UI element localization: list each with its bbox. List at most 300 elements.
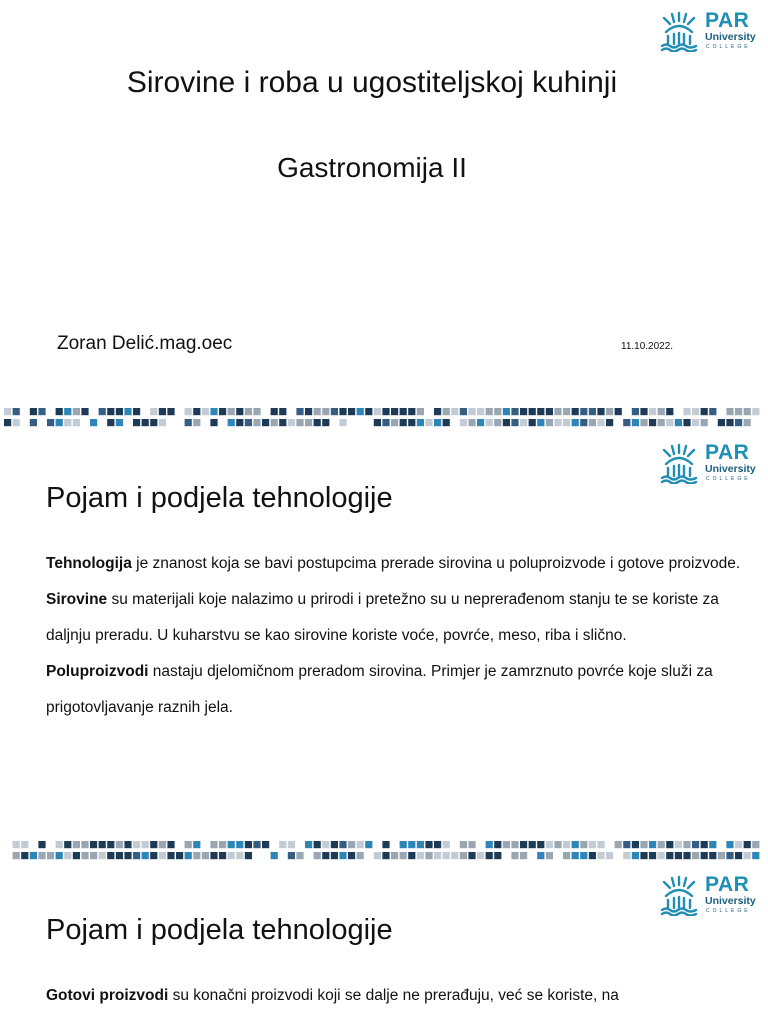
mosaic-tile — [649, 841, 656, 848]
mosaic-tile — [460, 419, 467, 426]
mosaic-tile — [468, 852, 475, 859]
mosaic-tile — [236, 852, 243, 859]
mosaic-tile — [726, 408, 733, 415]
mosaic-tile — [219, 852, 226, 859]
mosaic-tile — [692, 408, 699, 415]
mosaic-tile — [202, 852, 209, 859]
mosaic-tile — [64, 841, 71, 848]
definition-text: nastaju djelomičnom preradom sirovina. Primjer je zamrznuto povrće koje služi za prigotovljavanje raznih jela. — [46, 663, 713, 716]
mosaic-tile — [537, 408, 544, 415]
mosaic-tile — [675, 841, 682, 848]
mosaic-tile — [133, 419, 140, 426]
mosaic-tile — [253, 419, 260, 426]
mosaic-tile — [21, 841, 28, 848]
mosaic-tile — [38, 408, 45, 415]
mosaic-tile — [451, 852, 458, 859]
mosaic-tile — [253, 408, 260, 415]
mosaic-tile — [589, 841, 596, 848]
mosaic-tile — [744, 841, 751, 848]
mosaic-tile — [417, 419, 424, 426]
mosaic-tile — [649, 419, 656, 426]
term-bold: Gotovi proizvodi — [46, 987, 169, 1004]
mosaic-tile — [563, 852, 570, 859]
mosaic-tile — [520, 841, 527, 848]
mosaic-tile — [503, 408, 510, 415]
mosaic-tile — [185, 419, 192, 426]
mosaic-tile — [580, 408, 587, 415]
mosaic-tile — [666, 408, 673, 415]
mosaic-tile — [563, 408, 570, 415]
paragraph-sirovine — [46, 582, 751, 654]
mosaic-tile — [718, 852, 725, 859]
mosaic-tile — [56, 852, 63, 859]
mosaic-tile — [511, 408, 518, 415]
mosaic-tile — [331, 841, 338, 848]
mosaic-tile — [563, 841, 570, 848]
mosaic-tile — [142, 852, 149, 859]
mosaic-tile — [219, 841, 226, 848]
mosaic-tile — [99, 841, 106, 848]
mosaic-tile — [271, 419, 278, 426]
slide-heading: Pojam i podjela tehnologije — [46, 482, 393, 514]
mosaic-tile — [47, 419, 54, 426]
mosaic-tile — [124, 841, 131, 848]
mosaic-tile — [374, 852, 381, 859]
mosaic-tile — [718, 419, 725, 426]
mosaic-tile — [357, 408, 364, 415]
slide-heading: Pojam i podjela tehnologije — [46, 914, 393, 946]
mosaic-tile — [580, 841, 587, 848]
mosaic-tile — [606, 408, 613, 415]
mosaic-tile — [13, 419, 20, 426]
mosaic-tile — [546, 841, 553, 848]
mosaic-tile — [752, 852, 759, 859]
mosaic-tile — [735, 841, 742, 848]
mosaic-tile — [503, 419, 510, 426]
term-bold: Poluproizvodi — [46, 663, 149, 680]
mosaic-tile — [520, 408, 527, 415]
mosaic-tile — [477, 852, 484, 859]
logo-name: PAR — [705, 441, 750, 464]
mosaic-tile — [236, 408, 243, 415]
mosaic-tile — [580, 852, 587, 859]
slide-body-text — [46, 978, 751, 1014]
mosaic-tile — [443, 408, 450, 415]
mosaic-tile — [99, 852, 106, 859]
mosaic-tile — [305, 419, 312, 426]
mosaic-tile — [425, 419, 432, 426]
university-emblem-icon — [658, 874, 700, 916]
mosaic-tile — [150, 841, 157, 848]
mosaic-tile — [434, 408, 441, 415]
mosaic-tile — [460, 408, 467, 415]
mosaic-tile — [271, 408, 278, 415]
par-university-logo — [656, 874, 764, 920]
mosaic-tile — [262, 841, 269, 848]
mosaic-tile — [30, 408, 37, 415]
mosaic-tile — [133, 841, 140, 848]
mosaic-tile — [245, 419, 252, 426]
mosaic-tile — [477, 408, 484, 415]
mosaic-tile — [683, 841, 690, 848]
mosaic-tile — [305, 841, 312, 848]
mosaic-tile — [21, 852, 28, 859]
mosaic-tile — [572, 852, 579, 859]
logo-university-text: University — [705, 895, 756, 907]
mosaic-tile — [468, 419, 475, 426]
mosaic-tile — [683, 419, 690, 426]
mosaic-tile — [73, 408, 80, 415]
definition-text: su konačni proizvodi koji se dalje ne prerađuju, već se koriste, na — [168, 987, 619, 1004]
mosaic-tile — [245, 408, 252, 415]
mosaic-tile — [322, 419, 329, 426]
mosaic-tile — [649, 852, 656, 859]
mosaic-tile — [529, 408, 536, 415]
mosaic-tile — [623, 841, 630, 848]
mosaic-tile — [4, 419, 11, 426]
logo-name: PAR — [705, 9, 750, 32]
presentation-subtitle: Gastronomija II — [277, 152, 467, 183]
mosaic-tile — [589, 408, 596, 415]
mosaic-tile — [73, 841, 80, 848]
mosaic-tile — [675, 419, 682, 426]
mosaic-tile — [365, 841, 372, 848]
mosaic-tile — [434, 852, 441, 859]
mosaic-tile — [546, 852, 553, 859]
mosaic-tile — [262, 419, 269, 426]
mosaic-tile — [529, 841, 536, 848]
mosaic-tile — [752, 408, 759, 415]
mosaic-tile — [554, 408, 561, 415]
mosaic-tile — [30, 419, 37, 426]
mosaic-tile — [726, 841, 733, 848]
mosaic-tile — [443, 841, 450, 848]
logo-college-text: COLLEGE — [706, 44, 751, 50]
mosaic-tile — [13, 408, 20, 415]
mosaic-tile — [460, 852, 467, 859]
mosaic-tile — [494, 419, 501, 426]
content-slide-1 — [0, 432, 768, 864]
mosaic-tile — [339, 419, 346, 426]
mosaic-tile — [692, 419, 699, 426]
mosaic-tile — [666, 419, 673, 426]
mosaic-tile — [606, 852, 613, 859]
mosaic-tile — [365, 408, 372, 415]
mosaic-tile — [494, 852, 501, 859]
mosaic-tile — [331, 408, 338, 415]
mosaic-tile — [443, 852, 450, 859]
mosaic-tile — [494, 408, 501, 415]
mosaic-tile — [658, 408, 665, 415]
mosaic-tile — [193, 841, 200, 848]
mosaic-tile — [408, 852, 415, 859]
mosaic-tile — [348, 852, 355, 859]
university-emblem-icon — [658, 10, 700, 52]
mosaic-tile — [735, 852, 742, 859]
mosaic-tile — [210, 408, 217, 415]
mosaic-tile — [56, 419, 63, 426]
mosaic-tile — [709, 841, 716, 848]
mosaic-tile — [228, 408, 235, 415]
mosaic-tile — [640, 852, 647, 859]
mosaic-tile — [236, 841, 243, 848]
mosaic-tile — [107, 408, 114, 415]
mosaic-tile — [701, 841, 708, 848]
mosaic-tile — [305, 408, 312, 415]
mosaic-tile — [210, 841, 217, 848]
mosaic-tile — [615, 408, 622, 415]
mosaic-tile — [322, 408, 329, 415]
decorative-mosaic-border — [4, 839, 768, 863]
mosaic-tile — [658, 419, 665, 426]
mosaic-tile — [73, 419, 80, 426]
presentation-title: Sirovine i roba u ugostiteljskoj kuhinji — [126, 66, 618, 99]
mosaic-tile — [374, 408, 381, 415]
mosaic-tile — [477, 419, 484, 426]
mosaic-tile — [400, 408, 407, 415]
mosaic-tile — [236, 419, 243, 426]
mosaic-tile — [486, 419, 493, 426]
mosaic-tile — [348, 841, 355, 848]
mosaic-tile — [597, 841, 604, 848]
definition-text: su materijali koje nalazimo u prirodi i pretežno su u neprerađenom stanju te se koriste za daljnju preradu. U kuharstvu se kao sirovine koriste voće, povrće, meso, riba i slično. — [46, 591, 719, 644]
mosaic-tile — [107, 841, 114, 848]
mosaic-tile — [735, 419, 742, 426]
mosaic-tile — [193, 419, 200, 426]
mosaic-tile — [632, 852, 639, 859]
mosaic-tile — [692, 852, 699, 859]
mosaic-tile — [640, 408, 647, 415]
logo-university-text: University — [705, 463, 756, 475]
mosaic-tile — [253, 841, 260, 848]
mosaic-tile — [374, 419, 381, 426]
mosaic-tile — [296, 852, 303, 859]
paragraph-poluproizvodi — [46, 654, 751, 726]
mosaic-tile — [554, 419, 561, 426]
mosaic-tile — [675, 852, 682, 859]
mosaic-tile — [640, 419, 647, 426]
mosaic-tile — [219, 408, 226, 415]
mosaic-tile — [245, 841, 252, 848]
mosaic-tile — [322, 841, 329, 848]
mosaic-tile — [314, 408, 321, 415]
mosaic-tile — [554, 841, 561, 848]
decorative-mosaic-border — [4, 406, 768, 430]
mosaic-tile — [589, 419, 596, 426]
mosaic-tile — [391, 419, 398, 426]
mosaic-tile — [417, 408, 424, 415]
mosaic-tile — [443, 419, 450, 426]
mosaic-tile — [425, 841, 432, 848]
logo-college-text: COLLEGE — [706, 908, 751, 914]
mosaic-tile — [511, 852, 518, 859]
mosaic-tile — [434, 419, 441, 426]
mosaic-tile — [692, 841, 699, 848]
mosaic-tile — [228, 841, 235, 848]
mosaic-tile — [116, 408, 123, 415]
mosaic-tile — [38, 841, 45, 848]
mosaic-tile — [296, 419, 303, 426]
term-bold: Tehnologija — [46, 555, 132, 572]
mosaic-tile — [228, 852, 235, 859]
mosaic-tile — [279, 419, 286, 426]
mosaic-tile — [382, 841, 389, 848]
mosaic-tile — [210, 419, 217, 426]
mosaic-tile — [133, 408, 140, 415]
mosaic-tile — [709, 408, 716, 415]
mosaic-tile — [400, 419, 407, 426]
mosaic-tile — [649, 408, 656, 415]
logo-college-text: COLLEGE — [706, 476, 751, 482]
mosaic-tile — [142, 841, 149, 848]
mosaic-tile — [64, 852, 71, 859]
mosaic-tile — [382, 852, 389, 859]
mosaic-tile — [288, 841, 295, 848]
mosaic-tile — [666, 841, 673, 848]
mosaic-tile — [64, 408, 71, 415]
mosaic-tile — [726, 419, 733, 426]
mosaic-tile — [167, 841, 174, 848]
presentation-date: 11.10.2022. — [621, 341, 674, 352]
mosaic-tile — [537, 852, 544, 859]
mosaic-tile — [726, 852, 733, 859]
logo-university-text: University — [705, 31, 756, 43]
mosaic-tile — [185, 408, 192, 415]
mosaic-tile — [13, 852, 20, 859]
mosaic-tile — [417, 841, 424, 848]
mosaic-tile — [752, 841, 759, 848]
mosaic-tile — [271, 852, 278, 859]
mosaic-tile — [408, 841, 415, 848]
mosaic-tile — [314, 841, 321, 848]
mosaic-tile — [210, 852, 217, 859]
mosaic-tile — [296, 408, 303, 415]
mosaic-tile — [107, 419, 114, 426]
mosaic-tile — [597, 408, 604, 415]
mosaic-tile — [245, 852, 252, 859]
mosaic-tile — [701, 852, 708, 859]
mosaic-tile — [107, 852, 114, 859]
mosaic-tile — [331, 852, 338, 859]
mosaic-tile — [133, 852, 140, 859]
content-slide-2 — [0, 864, 768, 1024]
mosaic-tile — [150, 852, 157, 859]
mosaic-tile — [193, 852, 200, 859]
mosaic-tile — [228, 419, 235, 426]
par-university-logo — [656, 10, 764, 56]
mosaic-tile — [546, 408, 553, 415]
mosaic-tile — [572, 408, 579, 415]
definition-text: je znanost koja se bavi postupcima prerade sirovina u poluproizvode i gotove proizvode. — [131, 555, 741, 572]
mosaic-tile — [314, 852, 321, 859]
mosaic-tile — [64, 419, 71, 426]
par-university-logo — [656, 442, 764, 488]
mosaic-tile — [339, 408, 346, 415]
mosaic-tile — [744, 408, 751, 415]
mosaic-tile — [339, 852, 346, 859]
mosaic-tile — [142, 419, 149, 426]
mosaic-tile — [615, 841, 622, 848]
mosaic-tile — [632, 419, 639, 426]
mosaic-tile — [735, 408, 742, 415]
mosaic-tile — [116, 841, 123, 848]
mosaic-tile — [124, 408, 131, 415]
mosaic-tile — [73, 852, 80, 859]
author-name: Zoran Delić.mag.oec — [57, 333, 233, 354]
mosaic-tile — [683, 852, 690, 859]
mosaic-tile — [563, 419, 570, 426]
mosaic-tile — [193, 408, 200, 415]
mosaic-tile — [537, 841, 544, 848]
mosaic-tile — [744, 419, 751, 426]
mosaic-tile — [546, 419, 553, 426]
term-bold: Sirovine — [46, 591, 108, 608]
mosaic-tile — [30, 852, 37, 859]
mosaic-tile — [400, 841, 407, 848]
paragraph-tehnologija — [46, 546, 751, 582]
mosaic-tile — [658, 841, 665, 848]
mosaic-tile — [339, 841, 346, 848]
mosaic-tile — [382, 408, 389, 415]
mosaic-tile — [623, 852, 630, 859]
mosaic-tile — [357, 841, 364, 848]
mosaic-tile — [597, 852, 604, 859]
mosaic-tile — [486, 852, 493, 859]
mosaic-tile — [400, 852, 407, 859]
mosaic-tile — [701, 408, 708, 415]
mosaic-tile — [486, 841, 493, 848]
mosaic-tile — [159, 419, 166, 426]
mosaic-tile — [176, 852, 183, 859]
mosaic-tile — [597, 419, 604, 426]
mosaic-tile — [623, 419, 630, 426]
mosaic-tile — [47, 852, 54, 859]
mosaic-tile — [606, 419, 613, 426]
mosaic-tile — [709, 852, 716, 859]
mosaic-tile — [159, 841, 166, 848]
mosaic-tile — [503, 841, 510, 848]
mosaic-tile — [666, 852, 673, 859]
mosaic-tile — [202, 408, 209, 415]
logo-name: PAR — [705, 873, 750, 896]
mosaic-tile — [511, 841, 518, 848]
title-slide — [0, 0, 768, 432]
mosaic-tile — [90, 852, 97, 859]
mosaic-tile — [90, 841, 97, 848]
mosaic-tile — [167, 408, 174, 415]
mosaic-tile — [486, 408, 493, 415]
mosaic-tile — [159, 852, 166, 859]
mosaic-tile — [314, 419, 321, 426]
mosaic-tile — [632, 408, 639, 415]
mosaic-tile — [357, 852, 364, 859]
mosaic-tile — [451, 408, 458, 415]
mosaic-tile — [150, 408, 157, 415]
mosaic-tile — [408, 419, 415, 426]
mosaic-tile — [391, 408, 398, 415]
mosaic-tile — [434, 841, 441, 848]
slide-body-text — [46, 546, 751, 726]
mosaic-tile — [744, 852, 751, 859]
mosaic-tile — [382, 419, 389, 426]
mosaic-tile — [116, 419, 123, 426]
mosaic-tile — [279, 841, 286, 848]
mosaic-tile — [81, 852, 88, 859]
mosaic-tile — [391, 852, 398, 859]
mosaic-tile — [408, 408, 415, 415]
mosaic-tile — [580, 419, 587, 426]
mosaic-tile — [56, 841, 63, 848]
